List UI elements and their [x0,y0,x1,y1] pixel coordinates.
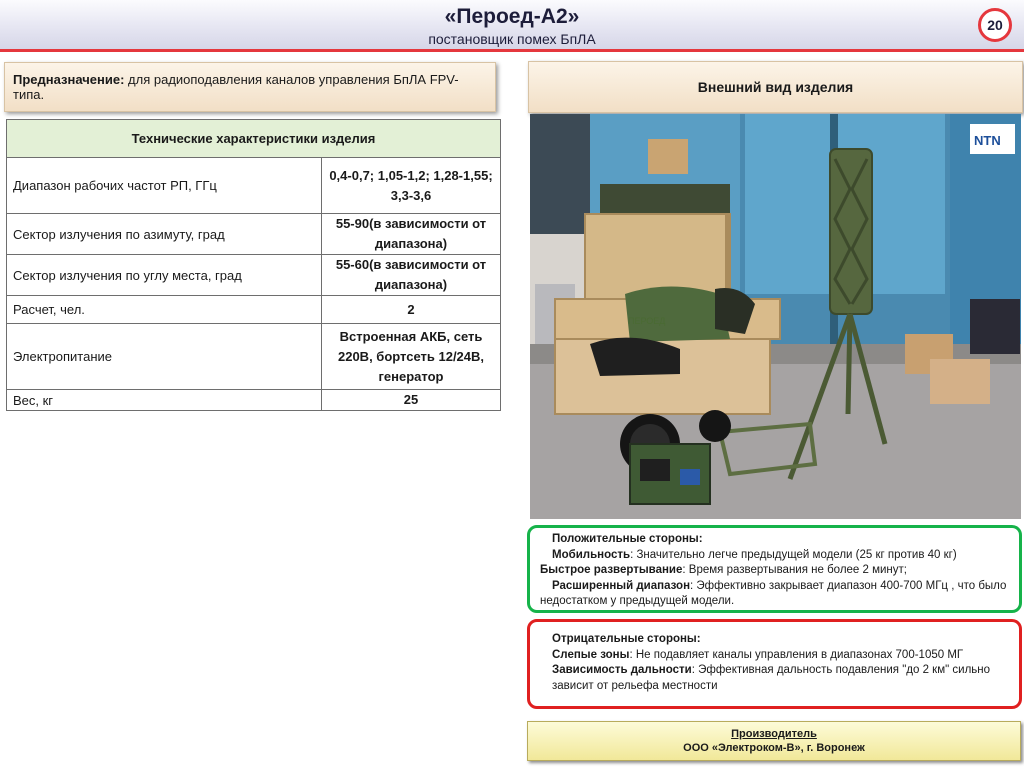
list-item [540,648,1011,664]
spec-value-azimuth: 55-90(в зависимости от диапазона) [322,214,501,255]
page-title: «Пероед-А2» [444,5,580,28]
pro-label-deployment: Быстрое развертывание [540,564,683,576]
spec-name-elevation: Сектор излучения по углу места, град [7,255,322,296]
table-row [7,214,501,255]
product-photo-illustration [530,114,1021,519]
table-row [7,158,501,214]
pro-text-deployment: : Время развертывания не более 2 минут; [682,564,907,576]
spec-value-weight: 25 [322,390,501,411]
spec-value-elevation: 55-60(в зависимости от диапазона) [322,255,501,296]
con-label-range-dependence: Зависимость дальности [552,664,692,676]
spec-value-power: Встроенная АКБ, сеть 220В, бортсеть 12/24В, генератор [322,324,501,390]
header-banner [0,0,1024,52]
page-subtitle: постановщик помех БпЛА [428,31,596,47]
con-label-blind-zones: Слепые зоны [552,648,630,661]
list-item [540,563,1011,579]
pros-box [527,525,1022,613]
table-row [7,296,501,324]
table-row [7,255,501,296]
product-photo [530,114,1021,519]
table-row [7,324,501,390]
purpose-label: Предназначение: [13,72,125,87]
spec-name-azimuth: Сектор излучения по азимуту, град [7,214,322,255]
spec-value-crew: 2 [322,296,501,324]
manufacturer-label: Производитель [731,728,817,740]
con-text-range-dependence: : Эффективная дальность подавления "до 2 км" сильно зависит от рельефа местности [552,664,991,692]
cons-box [527,619,1022,709]
pro-label-mobility: Мобильность [552,548,631,561]
manufacturer-box [527,721,1021,761]
pro-text-range: : Эффективно закрывает диапазон 400-700 МГц , что было недостатком у предыдущей модели. [540,579,1007,607]
page-number-badge: 20 [978,8,1012,42]
pro-label-range: Расширенный диапазон [552,579,691,592]
photo-sign-text: NTN [974,133,1001,148]
specs-table [6,119,501,411]
spec-value-frequency: 0,4-0,7; 1,05-1,2; 1,28-1,55; 3,3-3,6 [322,158,501,214]
external-view-heading: Внешний вид изделия [528,61,1023,113]
spec-name-crew: Расчет, чел. [7,296,322,324]
pros-heading: Положительные стороны: [552,533,703,545]
purpose-text: для радиоподавления каналов управления БпЛА FPV-типа. [13,72,459,102]
specs-table-title: Технические характеристики изделия [7,120,501,158]
manufacturer-name: ООО «Электроком-В», г. Воронеж [683,742,865,754]
spec-name-frequency: Диапазон рабочих частот РП, ГГц [7,158,322,214]
specs-table-header-row [7,120,501,158]
table-row [7,390,501,411]
spec-name-power: Электропитание [7,324,322,390]
purpose-box [4,62,496,112]
list-item [540,579,1011,610]
spec-name-weight: Вес, кг [7,390,322,411]
list-item [540,548,1011,564]
pro-text-mobility: : Значительно легче предыдущей модели (25 кг против 40 кг) [630,548,957,561]
photo-box-marking: ПЕРОЕД [628,316,666,326]
cons-heading: Отрицательные стороны: [552,633,701,645]
list-item [540,663,1011,694]
con-text-blind-zones: : Не подавляет каналы управления в диапазонах 700-1050 МГ [629,648,964,661]
